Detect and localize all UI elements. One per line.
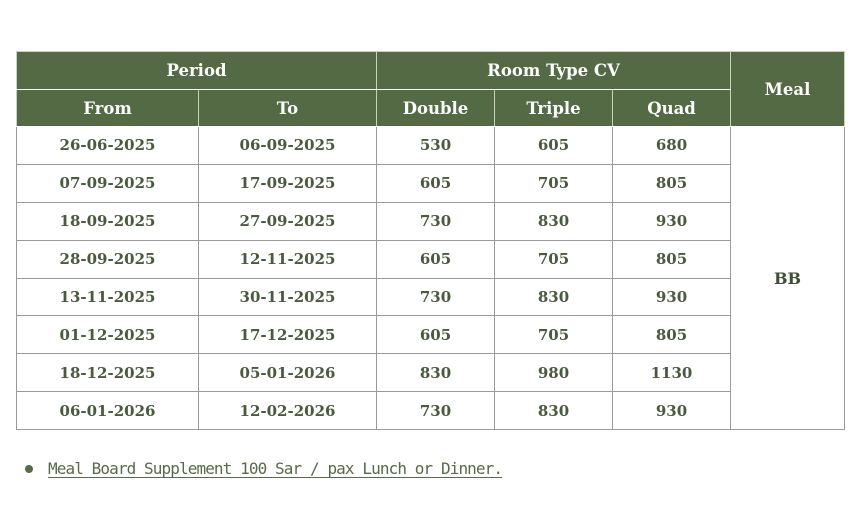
quad-header: Quad bbox=[613, 90, 731, 127]
from-cell: 01-12-2025 bbox=[17, 316, 199, 354]
quad-cell: 930 bbox=[613, 392, 731, 430]
from-cell: 18-09-2025 bbox=[17, 202, 199, 240]
table-row bbox=[17, 202, 845, 240]
double-cell: 730 bbox=[377, 202, 495, 240]
quad-cell: 930 bbox=[613, 202, 731, 240]
from-cell: 28-09-2025 bbox=[17, 240, 199, 278]
triple-cell: 980 bbox=[495, 354, 613, 392]
triple-cell: 705 bbox=[495, 316, 613, 354]
bullet-icon bbox=[25, 465, 33, 473]
to-cell: 12-11-2025 bbox=[199, 240, 377, 278]
triple-cell: 830 bbox=[495, 278, 613, 316]
to-cell: 05-01-2026 bbox=[199, 354, 377, 392]
quad-cell: 805 bbox=[613, 164, 731, 202]
double-header: Double bbox=[377, 90, 495, 127]
double-cell: 605 bbox=[377, 240, 495, 278]
from-cell: 07-09-2025 bbox=[17, 164, 199, 202]
from-cell: 06-01-2026 bbox=[17, 392, 199, 430]
quad-cell: 805 bbox=[613, 240, 731, 278]
table-row bbox=[17, 392, 845, 430]
quad-cell: 680 bbox=[613, 127, 731, 165]
table-row bbox=[17, 240, 845, 278]
double-cell: 730 bbox=[377, 392, 495, 430]
notes-list bbox=[22, 456, 502, 482]
rate-table bbox=[16, 51, 845, 430]
from-cell: 26-06-2025 bbox=[17, 127, 199, 165]
triple-cell: 705 bbox=[495, 240, 613, 278]
table-row bbox=[17, 127, 845, 165]
to-cell: 27-09-2025 bbox=[199, 202, 377, 240]
quad-cell: 805 bbox=[613, 316, 731, 354]
triple-cell: 705 bbox=[495, 164, 613, 202]
to-cell: 17-09-2025 bbox=[199, 164, 377, 202]
to-cell: 17-12-2025 bbox=[199, 316, 377, 354]
double-cell: 605 bbox=[377, 164, 495, 202]
to-cell: 12-02-2026 bbox=[199, 392, 377, 430]
from-header: From bbox=[17, 90, 199, 127]
meal-header: Meal bbox=[731, 52, 845, 127]
room-type-header: Room Type CV bbox=[377, 52, 731, 90]
double-cell: 730 bbox=[377, 278, 495, 316]
from-cell: 18-12-2025 bbox=[17, 354, 199, 392]
triple-cell: 830 bbox=[495, 392, 613, 430]
triple-header: Triple bbox=[495, 90, 613, 127]
to-cell: 06-09-2025 bbox=[199, 127, 377, 165]
triple-cell: 830 bbox=[495, 202, 613, 240]
meal-supplement-note[interactable] bbox=[22, 456, 502, 482]
table-row bbox=[17, 316, 845, 354]
quad-cell: 1130 bbox=[613, 354, 731, 392]
triple-cell: 605 bbox=[495, 127, 613, 165]
to-cell: 30-11-2025 bbox=[199, 278, 377, 316]
double-cell: 530 bbox=[377, 127, 495, 165]
table-row bbox=[17, 354, 845, 392]
table-row bbox=[17, 164, 845, 202]
double-cell: 605 bbox=[377, 316, 495, 354]
meal-cell: BB bbox=[731, 127, 845, 430]
period-header: Period bbox=[17, 52, 377, 90]
to-header: To bbox=[199, 90, 377, 127]
double-cell: 830 bbox=[377, 354, 495, 392]
from-cell: 13-11-2025 bbox=[17, 278, 199, 316]
meal-supplement-text: Meal Board Supplement 100 Sar / pax Lunch or Dinner. bbox=[48, 459, 503, 478]
table-row bbox=[17, 278, 845, 316]
quad-cell: 930 bbox=[613, 278, 731, 316]
